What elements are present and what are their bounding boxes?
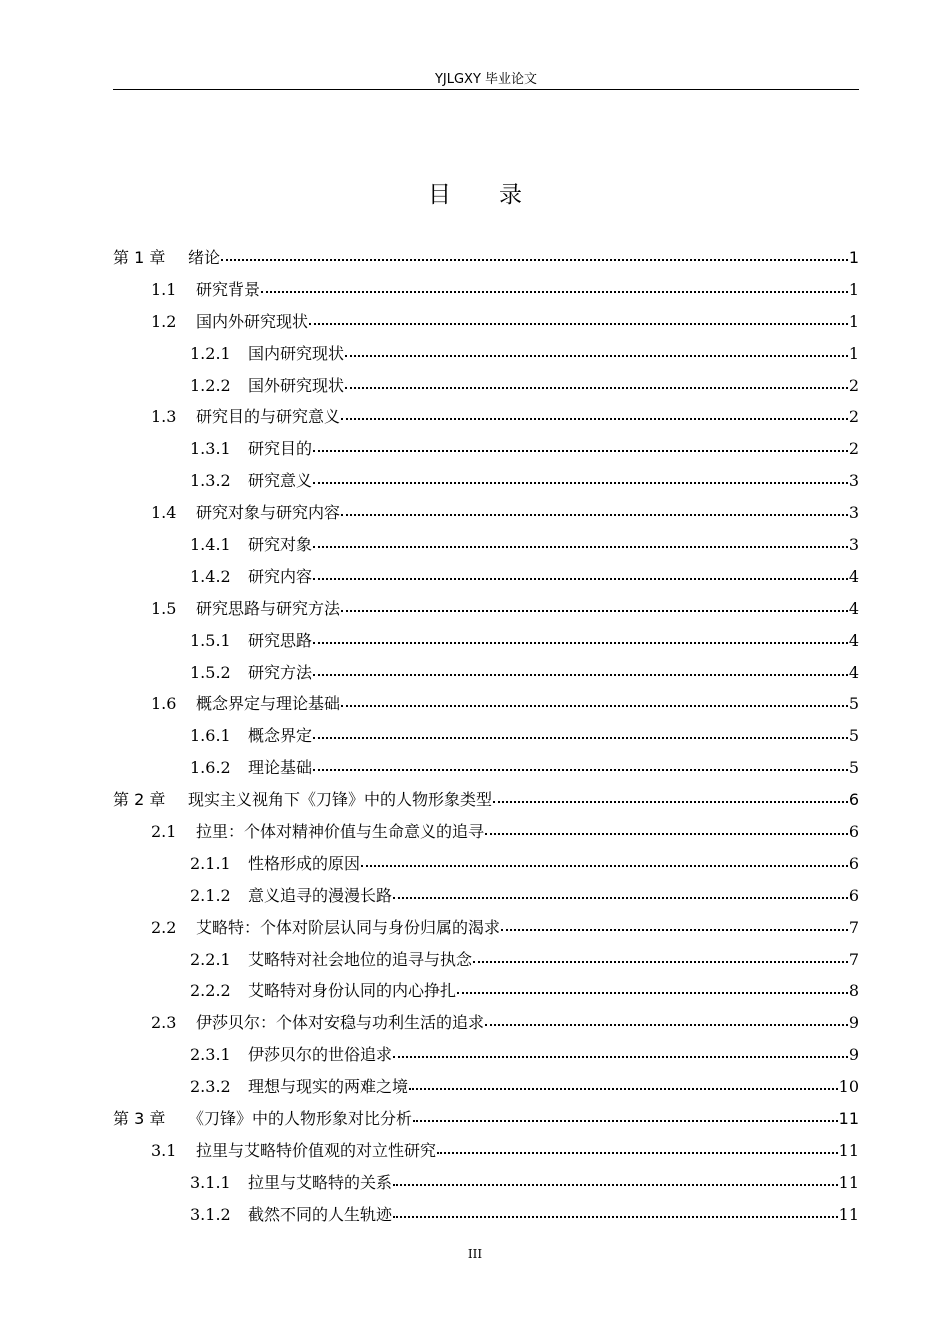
toc-entry-page: 2 <box>848 375 859 395</box>
toc-entry-title: 艾略特对身份认同的内心挣扎 <box>248 981 457 1001</box>
dot-leader <box>313 759 848 773</box>
toc-entry-page: 10 <box>838 1077 859 1097</box>
toc-entry-number: 1.6.1 <box>190 726 231 746</box>
toc-entry-page: 2 <box>848 439 859 459</box>
dot-leader <box>393 1174 838 1188</box>
toc-entry-number: 2.3.2 <box>190 1077 231 1097</box>
toc-entry-number: 1.6.2 <box>190 758 231 778</box>
dot-leader <box>485 1014 848 1028</box>
dot-leader <box>393 887 848 901</box>
toc-entry-number: 1.3.2 <box>190 471 231 491</box>
toc-entry-title: 意义追寻的漫漫长路 <box>248 885 393 905</box>
toc-entry-title: 概念界定与理论基础 <box>196 694 341 714</box>
toc-entry[interactable] <box>113 882 859 914</box>
toc-entry-page: 11 <box>838 1172 859 1192</box>
toc-entry[interactable] <box>113 531 859 563</box>
dot-leader <box>473 951 848 965</box>
toc-entry[interactable] <box>113 372 859 404</box>
dot-leader <box>341 408 848 422</box>
toc-entry[interactable] <box>113 850 859 882</box>
toc-entry-title: 研究对象与研究内容 <box>196 503 341 523</box>
toc-entry[interactable] <box>113 403 859 435</box>
toc-entry-number: 2.2 <box>151 917 177 937</box>
dot-leader <box>341 504 848 518</box>
toc-entry[interactable] <box>113 786 859 818</box>
toc-entry-page: 6 <box>848 853 859 873</box>
dot-leader <box>261 281 848 295</box>
toc-entry-page: 5 <box>848 694 859 714</box>
toc-entry-page: 4 <box>848 662 859 682</box>
toc-entry[interactable] <box>113 563 859 595</box>
toc-entry-title: 研究对象 <box>248 535 313 555</box>
toc-entry[interactable] <box>113 1169 859 1201</box>
toc-entry-number: 1.4.2 <box>190 566 231 586</box>
dot-leader <box>501 919 848 933</box>
toc-entry-title: 伊莎贝尔：个体对安稳与功利生活的追求 <box>196 1013 485 1033</box>
toc-entry-number: 3.1 <box>151 1140 177 1160</box>
toc-entry-number: 2.2.1 <box>190 949 231 969</box>
dot-leader <box>313 664 848 678</box>
toc-entry-page: 11 <box>838 1140 859 1160</box>
toc-title: 目录 <box>428 182 570 208</box>
toc-entry-number: 2.2.2 <box>190 981 231 1001</box>
toc-entry-title: 国内研究现状 <box>248 343 345 363</box>
toc-entry-title: 艾略特：个体对阶层认同与身份归属的渴求 <box>196 917 501 937</box>
toc-entry[interactable] <box>113 754 859 786</box>
toc-entry[interactable] <box>113 818 859 850</box>
dot-leader <box>345 345 848 359</box>
toc-entry-number: 第 3 章 <box>113 1109 166 1129</box>
toc-entry-page: 3 <box>848 535 859 555</box>
toc-entry[interactable] <box>113 308 859 340</box>
toc-entry-page: 4 <box>848 566 859 586</box>
page-number: III <box>467 1247 483 1261</box>
toc-entry-number: 第 2 章 <box>113 790 166 810</box>
dot-leader <box>345 377 848 391</box>
toc-entry-page: 7 <box>848 949 859 969</box>
toc-entry-number: 1.5.1 <box>190 630 231 650</box>
toc-entry-page: 1 <box>848 248 859 267</box>
toc-entry-title: 研究目的与研究意义 <box>196 407 341 427</box>
toc-entry-number: 1.5.2 <box>190 662 231 682</box>
toc-entry-number: 1.2.1 <box>190 343 231 363</box>
toc-entry-page: 4 <box>848 630 859 650</box>
toc-entry[interactable] <box>113 722 859 754</box>
toc-entry[interactable] <box>113 1137 859 1169</box>
toc-entry[interactable] <box>113 659 859 691</box>
toc-entry-number: 1.1 <box>151 279 177 299</box>
toc-entry-page: 7 <box>848 917 859 937</box>
dot-leader <box>409 1078 838 1092</box>
toc-entry-title: 伊莎贝尔的世俗追求 <box>248 1045 393 1065</box>
toc-entry-number: 1.5 <box>151 598 177 618</box>
toc-entry-number: 1.2 <box>151 311 177 331</box>
toc-entry-page: 6 <box>848 822 859 842</box>
toc-entry-page: 2 <box>848 407 859 427</box>
toc-entry-number: 2.3.1 <box>190 1045 231 1065</box>
toc-entry-number: 3.1.1 <box>190 1172 231 1192</box>
dot-leader <box>413 1110 838 1124</box>
toc-entry[interactable] <box>113 340 859 372</box>
toc-entry-title: 性格形成的原因 <box>248 853 361 873</box>
toc-entry-title: 拉里与艾略特价值观的对立性研究 <box>196 1140 437 1160</box>
dot-leader <box>437 1142 838 1156</box>
dot-leader <box>361 855 848 869</box>
dot-leader <box>313 632 848 646</box>
toc-entry[interactable] <box>113 914 859 946</box>
dot-leader <box>341 600 848 614</box>
toc-entry[interactable] <box>113 946 859 978</box>
dot-leader <box>341 695 848 709</box>
page-header-title: YJLGXY 毕业论文 <box>434 72 538 87</box>
toc-entry[interactable] <box>113 1009 859 1041</box>
toc-entry-number: 2.1.1 <box>190 853 231 873</box>
toc-entry-title: 现实主义视角下《刀锋》中的人物形象类型 <box>188 790 493 810</box>
toc-entry-page: 9 <box>848 1045 859 1065</box>
toc-entry-number: 1.3 <box>151 407 177 427</box>
dot-leader <box>221 249 848 263</box>
toc-entry-number: 2.3 <box>151 1013 177 1033</box>
dot-leader <box>485 823 848 837</box>
toc-entry[interactable] <box>113 690 859 722</box>
toc-entry[interactable] <box>113 977 859 1009</box>
toc-entry-title: 概念界定 <box>248 726 313 746</box>
toc-entry-title: 研究背景 <box>196 279 261 299</box>
toc-entry-page: 11 <box>838 1109 859 1129</box>
toc-entry-title: 绪论 <box>188 248 221 267</box>
toc-entry-page: 1 <box>848 343 859 363</box>
toc-entry-title: 研究方法 <box>248 662 313 682</box>
dot-leader <box>313 727 848 741</box>
header-rule <box>113 89 859 90</box>
toc-entry[interactable] <box>113 595 859 627</box>
toc-entry-page: 9 <box>848 1013 859 1033</box>
toc-entry-title: 研究内容 <box>248 566 313 586</box>
toc-entry-page: 6 <box>848 885 859 905</box>
toc-entry[interactable] <box>113 1105 859 1137</box>
toc-entry-title: 研究目的 <box>248 439 313 459</box>
toc-entry-page: 4 <box>848 598 859 618</box>
toc-entry-page: 11 <box>838 1204 859 1224</box>
toc-entry-title: 理论基础 <box>248 758 313 778</box>
toc-entry-number: 1.2.2 <box>190 375 231 395</box>
toc-entry-title: 研究意义 <box>248 471 313 491</box>
toc-entry-title: 拉里与艾略特的关系 <box>248 1172 393 1192</box>
toc-entry-number: 2.1.2 <box>190 885 231 905</box>
dot-leader <box>493 791 848 805</box>
toc-entry-title: 艾略特对社会地位的追寻与执念 <box>248 949 473 969</box>
dot-leader <box>313 536 848 550</box>
toc-entry-number: 第 1 章 <box>113 248 166 267</box>
toc-entry-page: 3 <box>848 503 859 523</box>
toc-entry[interactable] <box>113 467 859 499</box>
toc-entry-title: 研究思路 <box>248 630 313 650</box>
dot-leader <box>313 568 848 582</box>
toc-entry-number: 1.6 <box>151 694 177 714</box>
toc-entry[interactable] <box>113 276 859 308</box>
toc-entry-title: 国外研究现状 <box>248 375 345 395</box>
toc-entry-title: 拉里：个体对精神价值与生命意义的追寻 <box>196 822 485 842</box>
toc-entry[interactable] <box>113 1073 859 1105</box>
toc-entry-title: 截然不同的人生轨迹 <box>248 1204 393 1224</box>
toc-entry-number: 3.1.2 <box>190 1204 231 1224</box>
toc-entry-number: 2.1 <box>151 822 177 842</box>
dot-leader <box>313 472 848 486</box>
toc-entry-page: 3 <box>848 471 859 491</box>
toc-entry-page: 1 <box>848 311 859 331</box>
table-of-contents <box>113 244 859 1233</box>
dot-leader <box>393 1206 838 1220</box>
toc-entry-title: 研究思路与研究方法 <box>196 598 341 618</box>
dot-leader <box>393 1046 848 1060</box>
toc-entry-title: 理想与现实的两难之境 <box>248 1077 409 1097</box>
toc-entry-title: 《刀锋》中的人物形象对比分析 <box>188 1109 413 1129</box>
toc-entry-number: 1.3.1 <box>190 439 231 459</box>
toc-entry[interactable] <box>113 627 859 659</box>
toc-entry-page: 8 <box>848 981 859 1001</box>
dot-leader <box>313 440 848 454</box>
toc-entry[interactable] <box>113 244 859 276</box>
toc-entry-page: 5 <box>848 758 859 778</box>
toc-entry-number: 1.4 <box>151 503 177 523</box>
dot-leader <box>457 982 848 996</box>
toc-entry[interactable] <box>113 499 859 531</box>
dot-leader <box>309 313 848 327</box>
toc-entry-page: 1 <box>848 279 859 299</box>
toc-entry[interactable] <box>113 435 859 467</box>
toc-entry-number: 1.4.1 <box>190 535 231 555</box>
toc-entry-page: 5 <box>848 726 859 746</box>
toc-entry[interactable] <box>113 1041 859 1073</box>
toc-entry[interactable] <box>113 1201 859 1233</box>
toc-entry-title: 国内外研究现状 <box>196 311 309 331</box>
toc-entry-page: 6 <box>848 790 859 810</box>
